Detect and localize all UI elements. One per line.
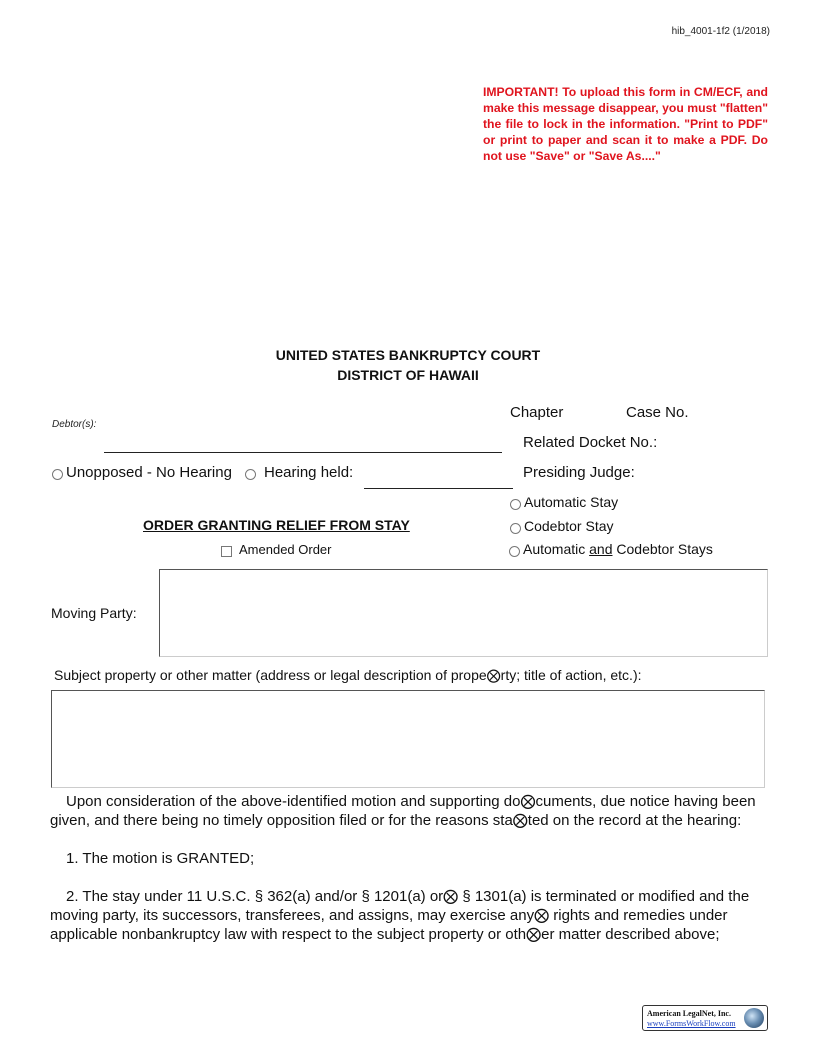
moving-party-label: Moving Party: <box>51 605 137 621</box>
amended-order-label: Amended Order <box>239 542 332 557</box>
hearing-held-radio[interactable] <box>245 469 256 480</box>
vendor-url[interactable]: www.FormsWorkFlow.com <box>647 1019 736 1028</box>
unopposed-radio[interactable] <box>52 469 63 480</box>
flatten-notice: IMPORTANT! To upload this form in CM/ECF, and make this message disappear, you must "flatten" the file to lock in the information. "Print to PDF" or print to paper and scan it to make a PDF. Do not use "Save" or "Save As...." <box>483 85 768 163</box>
both-stays-radio[interactable] <box>509 546 520 557</box>
globe-icon <box>744 1008 764 1028</box>
order-item-2: 2. The stay under 11 U.S.C. § 362(a) and/or § 1201(a) or⨂ § 1301(a) is terminated or modified and the moving party, its successors, transferees, and assigns, may exercise any⨂ rights and remedies under applicable nonbankruptcy law with respect to the subject property or oth⨂er matter described above; <box>50 888 750 943</box>
form-id: hib_4001-1f2 (1/2018) <box>671 26 770 37</box>
both-stays-suffix: Codebtor Stays <box>612 541 713 557</box>
order-title: ORDER GRANTING RELIEF FROM STAY <box>143 517 410 533</box>
hearing-date-field[interactable] <box>364 488 513 489</box>
unopposed-label: Unopposed - No Hearing <box>66 464 232 481</box>
vendor-name: American LegalNet, Inc. <box>647 1009 731 1018</box>
chapter-label: Chapter <box>510 404 564 421</box>
court-name: UNITED STATES BANKRUPTCY COURT <box>275 347 541 363</box>
both-stays-prefix: Automatic <box>523 541 590 557</box>
automatic-stay-label: Automatic Stay <box>524 494 619 510</box>
both-stays-label <box>523 541 713 557</box>
amended-order-checkbox[interactable] <box>221 546 232 557</box>
related-docket-label: Related Docket No.: <box>523 434 658 451</box>
presiding-judge-label: Presiding Judge: <box>523 464 635 481</box>
court-district: DISTRICT OF HAWAII <box>337 367 479 383</box>
order-intro-paragraph: Upon consideration of the above-identified motion and supporting do⨂cuments, due notice having been given, and there being no timely opposition filed or for the reasons sta⨂ted on the record at the hearing: <box>50 793 756 829</box>
case-number-label: Case No. <box>626 404 689 421</box>
subject-property-field[interactable] <box>51 690 765 788</box>
debtor-label: Debtor(s): <box>52 419 97 430</box>
codebtor-stay-radio[interactable] <box>510 523 521 534</box>
hearing-held-label: Hearing held: <box>264 464 354 481</box>
automatic-stay-radio[interactable] <box>510 499 521 510</box>
debtor-field[interactable] <box>104 452 502 453</box>
order-item-1: 1. The motion is GRANTED; <box>66 850 255 867</box>
moving-party-field[interactable] <box>159 569 768 657</box>
vendor-logo[interactable] <box>642 1005 768 1031</box>
subject-property-label: Subject property or other matter (address or legal description of prope⨂rty; title of action, etc.): <box>54 667 642 683</box>
both-stays-and: and <box>589 541 613 557</box>
codebtor-stay-label: Codebtor Stay <box>524 518 614 534</box>
